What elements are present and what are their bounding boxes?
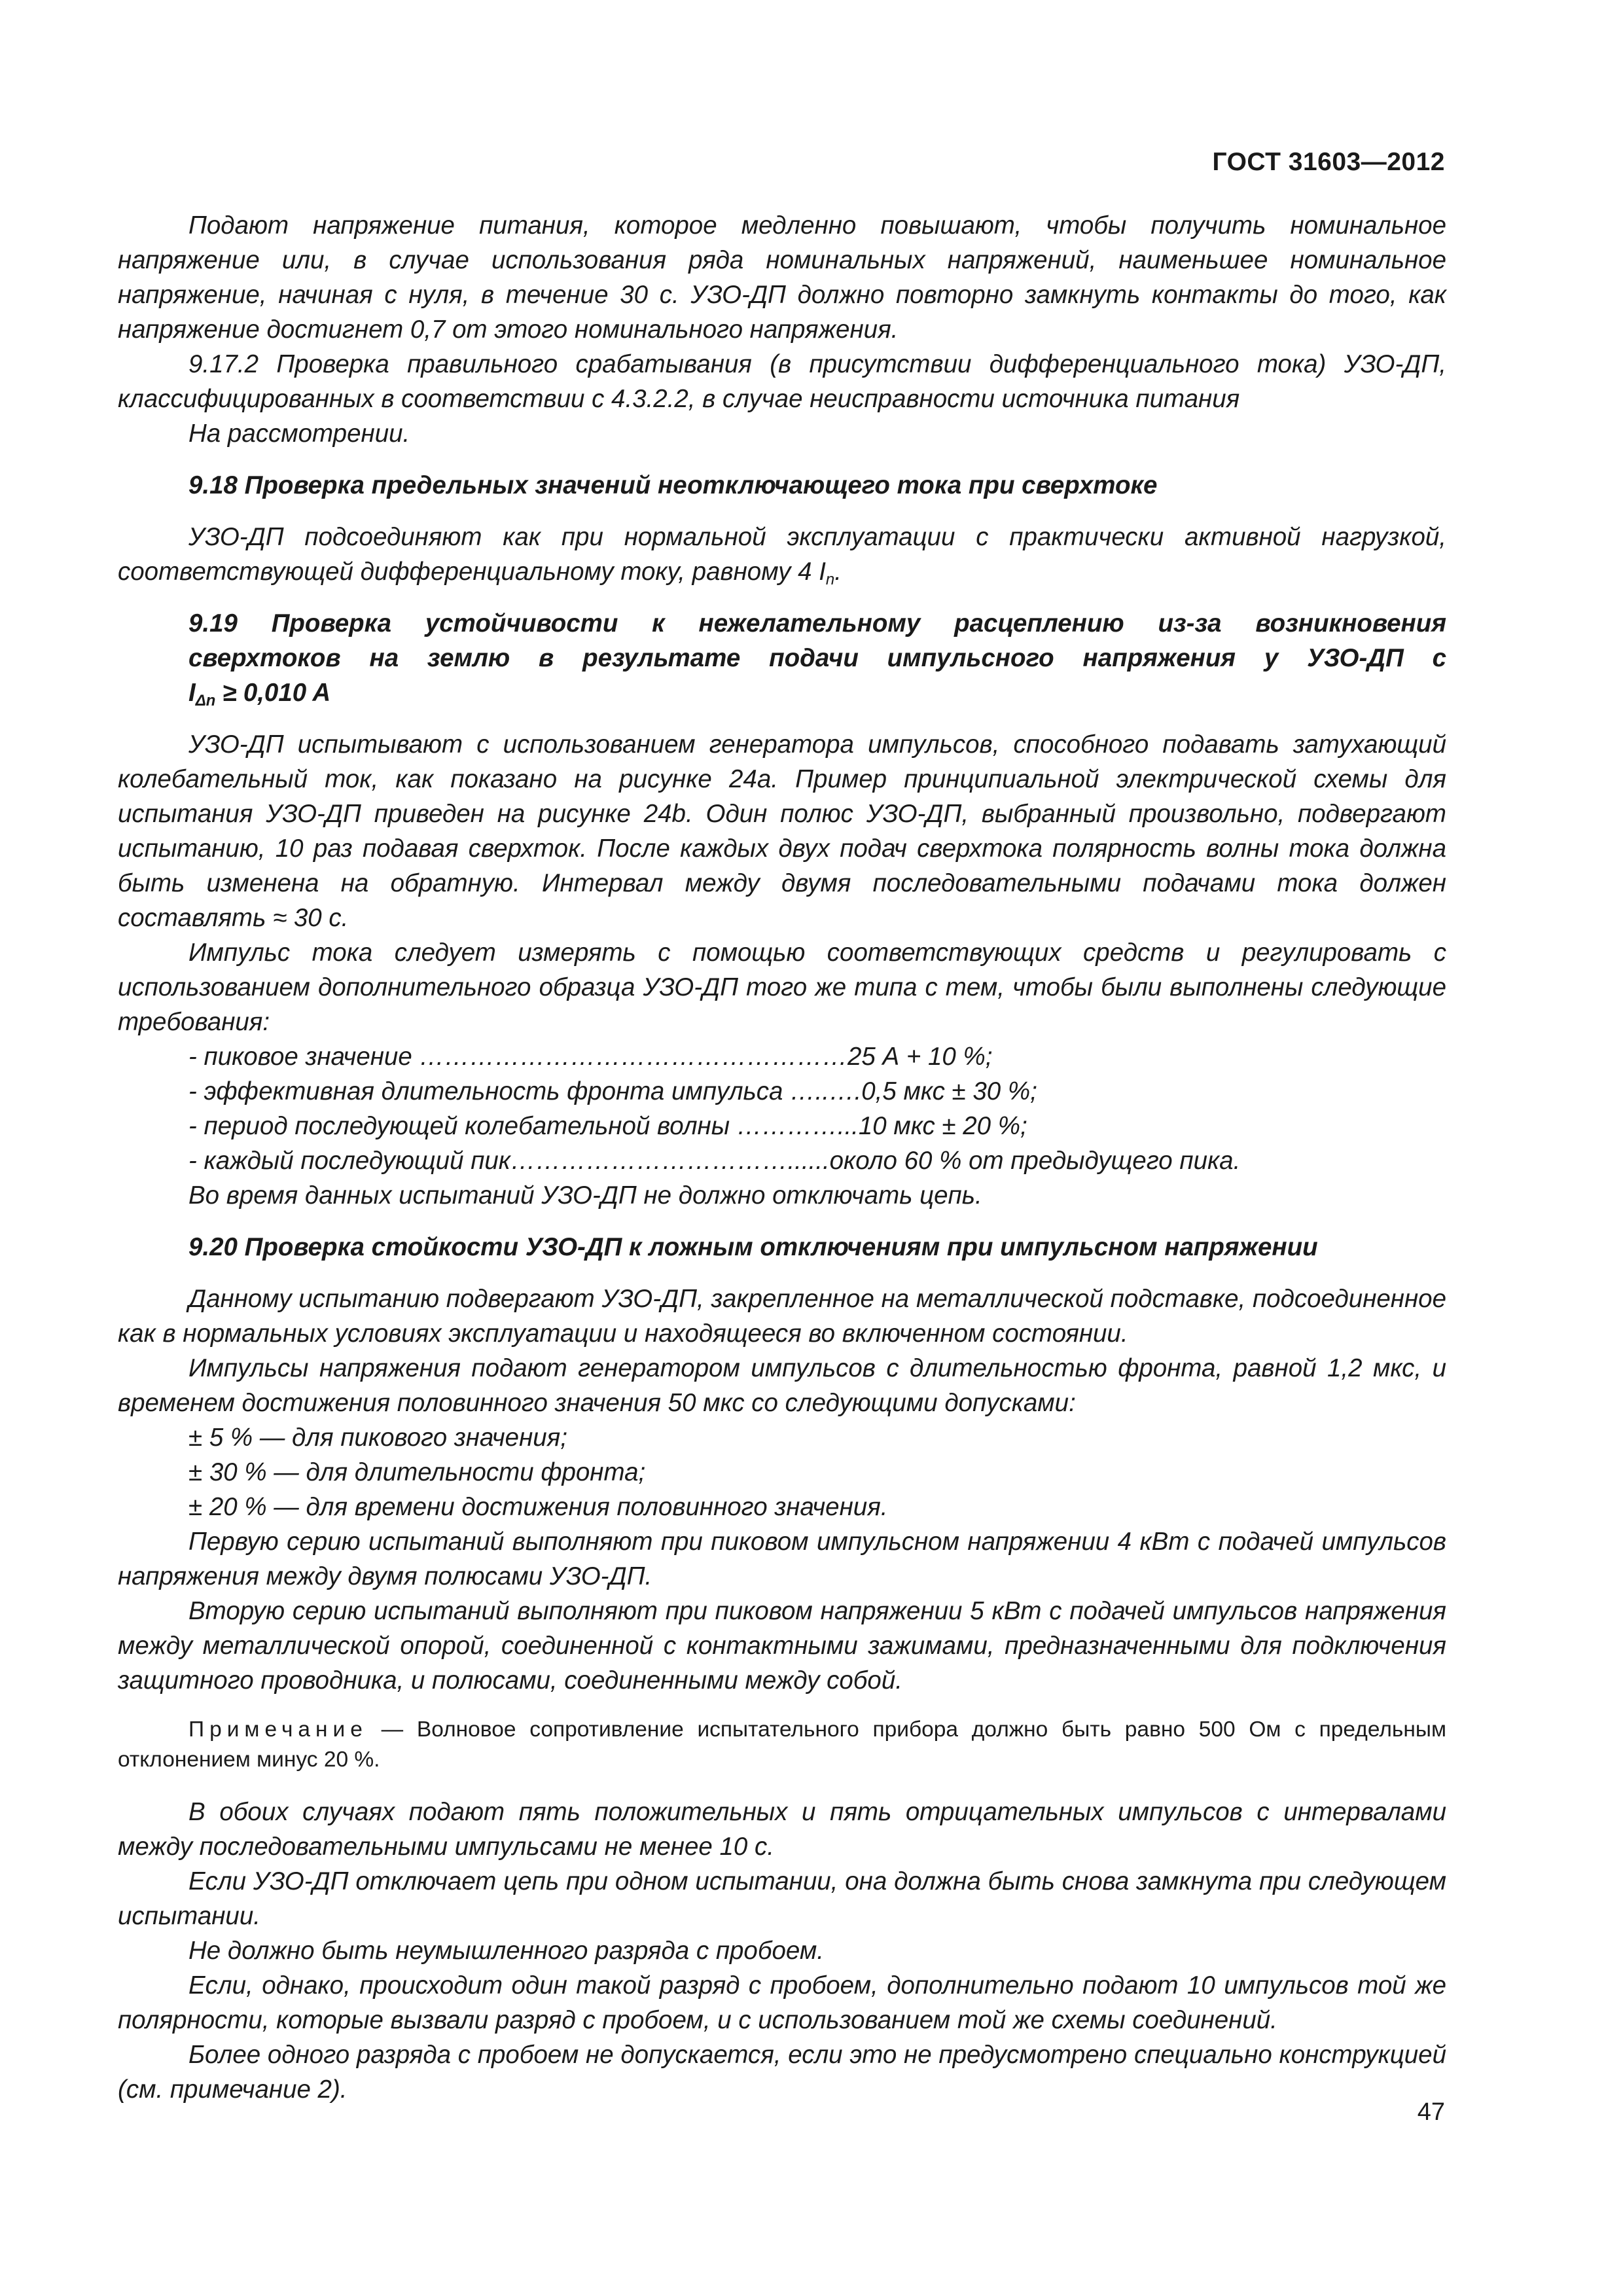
paragraph-9-19-a: УЗО-ДП испытывают с использованием генератора импульсов, способного подавать затухающий колебательный ток, как показано на рисунке 24а. Пример принципиальной электрической схемы для испытания УЗО-ДП приведен на рисунке 24b. Один полюс УЗО-ДП, выбранный произвольно, подвергают испытанию, 10 раз подавая сверхток. После каждых двух подач сверхтока полярность волны тока должна быть изменена на обратную. Интервал между двумя последовательными подачами тока должен составлять ≈ 30 с.	[118, 730, 1446, 932]
page-number: 47	[1417, 2098, 1445, 2126]
residual-current-subscript: Δn	[195, 692, 216, 710]
paragraph-9-18	[118, 520, 1446, 589]
heading-9-19-line-1: 9.19 Проверка устойчивости к нежелательному расцеплению из-за возникновения	[188, 609, 1446, 637]
paragraph-9-17-2: 9.17.2 Проверка правильного срабатывания (в присутствии дифференциального тока) УЗО-ДП, классифицированных в соответствии с 4.3.2.2, в случае неисправности источника питания	[118, 350, 1446, 413]
page-content	[118, 208, 1446, 2107]
tolerance-peak: ± 5 % — для пикового значения;	[188, 1424, 567, 1452]
paragraph-9-20-g: Не должно быть неумышленного разряда с пробоем.	[188, 1937, 824, 1965]
paragraph-9-19-c: Во время данных испытаний УЗО-ДП не должно отключать цепь.	[188, 1181, 982, 1210]
paragraph-9-20-e: В обоих случаях подают пять положительных и пять отрицательных импульсов с интервалами между последовательными импульсами не менее 10 с.	[118, 1798, 1446, 1861]
paragraph-9-20-b: Импульсы напряжения подают генератором импульсов с длительностью фронта, равной 1,2 мкс, и временем достижения половинного значения 50 мкс со следующими допусками:	[118, 1354, 1446, 1417]
requirement-subsequent-peak: - каждый последующий пик……………………………......около 60 % от предыдущего пика.	[188, 1147, 1241, 1175]
residual-current-symbol: I	[188, 679, 196, 707]
current-symbol: I	[819, 558, 826, 586]
current-subscript: n	[825, 571, 835, 589]
tolerance-half-value: ± 20 % — для времени достижения половинного значения.	[188, 1493, 888, 1521]
paragraph-9-20-c: Первую серию испытаний выполняют при пиковом импульсном напряжении 4 кВт с подачей импульсов напряжения между двумя полюсами УЗО-ДП.	[118, 1528, 1446, 1590]
heading-9-19-line-2: сверхтоков на землю в результате подачи импульсного напряжения у УЗО-ДП с	[188, 644, 1446, 672]
paragraph-power-supply: Подают напряжение питания, которое медленно повышают, чтобы получить номинальное напряжение или, в случае использования ряда номинальных напряжений, наименьшее номинальное напряжение, начиная с нуля, в течение 30 с. УЗО-ДП должно повторно замкнуть контакты до того, как напряжение достигнет 0,7 от этого номинального напряжения.	[118, 211, 1446, 344]
requirement-front-duration: - эффективная длительность фронта импульса …..….0,5 мкс ± 30 %;	[188, 1077, 1037, 1105]
paragraph-9-19-b: Импульс тока следует измерять с помощью соответствующих средств и регулировать с использованием дополнительного образца УЗО-ДП того же типа с тем, чтобы были выполнены следующие требования:	[118, 939, 1446, 1036]
paragraph-9-20-h: Если, однако, происходит один такой разряд с пробоем, дополнительно подают 10 импульсов той же полярности, которые вызвали разряд с пробоем, и с использованием той же схемы соединений.	[118, 1971, 1446, 2034]
requirement-peak-value: - пиковое значение ……………………………………………25 А + 10 %;	[188, 1043, 993, 1071]
heading-9-18: 9.18 Проверка предельных значений неотключающего тока при сверхтоке	[188, 471, 1158, 499]
document-header: ГОСТ 31603—2012	[1212, 148, 1445, 176]
note-label: Примечание	[188, 1717, 368, 1742]
requirement-wave-period: - период последующей колебательной волны …………...10 мкс ± 20 %;	[188, 1112, 1027, 1140]
paragraph-9-18-text: УЗО-ДП подсоединяют как при нормальной эксплуатации с практически активной нагрузкой, соответствующей дифференциальному току, равному 4	[118, 523, 1446, 586]
heading-9-20: 9.20 Проверка стойкости УЗО-ДП к ложным отключениям при импульсном напряжении	[188, 1233, 1318, 1261]
note-text: — Волновое сопротивление испытательного прибора должно быть равно 500 Ом с предельным отклонением минус 20 %.	[118, 1717, 1446, 1772]
residual-current-condition: ≥ 0,010 A	[215, 679, 331, 707]
paragraph-9-20-a: Данному испытанию подвергают УЗО-ДП, закрепленное на металлической подставке, подсоединенное как в нормальных условиях эксплуатации и находящееся во включенном состоянии.	[118, 1285, 1446, 1348]
paragraph-under-consideration: На рассмотрении.	[188, 420, 410, 448]
paragraph-9-20-i: Более одного разряда с пробоем не допускается, если это не предусмотрено специально конструкцией (см. примечание 2).	[118, 2041, 1446, 2104]
tolerance-front: ± 30 % — для длительности фронта;	[188, 1458, 646, 1486]
paragraph-9-20-f: Если УЗО-ДП отключает цепь при одном испытании, она должна быть снова замкнута при следующем испытании.	[118, 1867, 1446, 1930]
note	[118, 1715, 1446, 1775]
paragraph-9-18-end: .	[834, 558, 842, 586]
paragraph-9-20-d: Вторую серию испытаний выполняют при пиковом напряжении 5 кВт с подачей импульсов напряжения между металлической опорой, соединенной с контактными зажимами, предназначенными для подключения защитного проводника, и полюсами, соединенными между собой.	[118, 1597, 1446, 1695]
heading-9-19	[118, 606, 1446, 710]
heading-9-19-line-3	[118, 675, 1446, 710]
